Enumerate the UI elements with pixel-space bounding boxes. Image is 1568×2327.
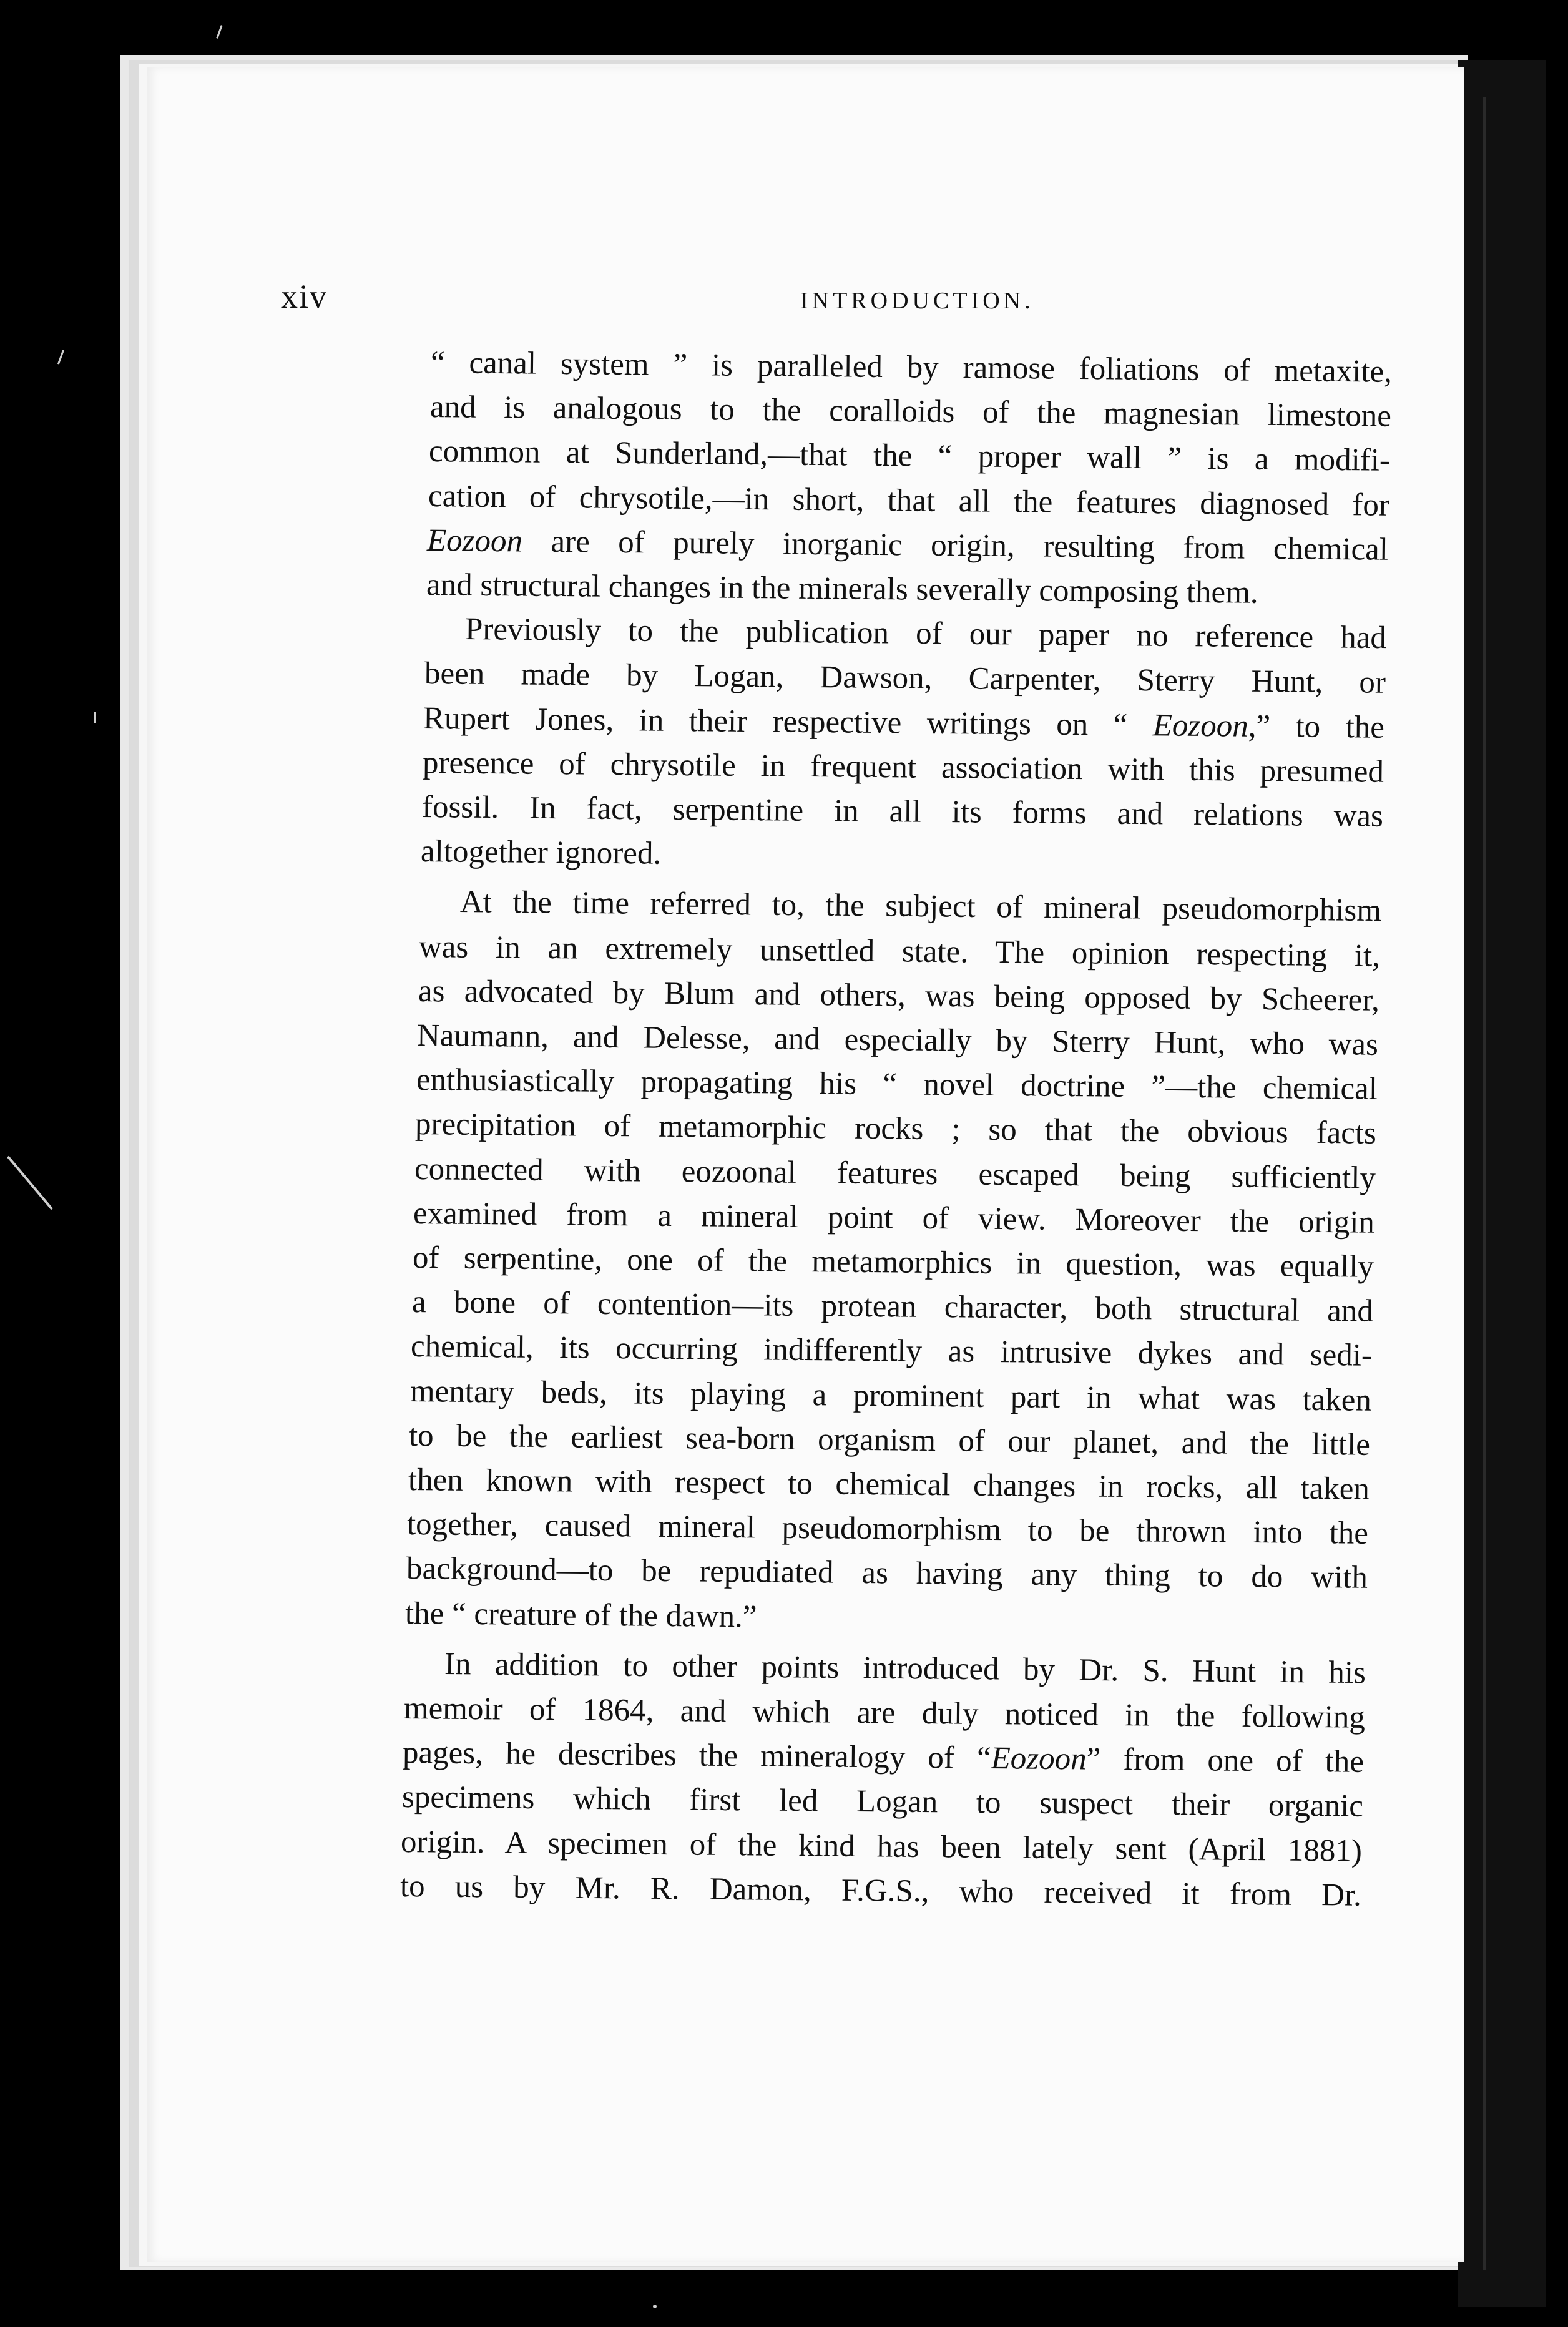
page-number: xiv xyxy=(281,278,328,315)
page-header xyxy=(281,277,1386,327)
text-line: and is analogous to the coralloids of the magnesian limestone xyxy=(429,389,1391,434)
text-line: Eozoon are of purely inorganic origin, resulting from chemical xyxy=(426,522,1389,567)
text-line: mentary beds, its playing a prominent part in what was taken xyxy=(409,1373,1371,1418)
stray-mark xyxy=(57,350,64,365)
text-line: memoir of 1864, and which are duly noticed in the following xyxy=(403,1691,1365,1735)
stray-mark xyxy=(94,712,96,723)
stray-mark xyxy=(7,1156,53,1210)
text-line: to us by Mr. R. Damon, F.G.S., who received it from Dr. xyxy=(399,1868,1361,1913)
text-line: common at Sunderland,—that the “ proper wall ” is a modifi- xyxy=(428,434,1391,479)
text-line: of serpentine, one of the metamorphics in question, was equally xyxy=(412,1240,1374,1285)
text-line: examined from a mineral point of view. Moreover the origin xyxy=(413,1195,1375,1240)
text-line: the “ creature of the dawn.” xyxy=(405,1595,758,1635)
text-line: In addition to other points introduced by Dr. S. Hunt in his xyxy=(444,1646,1366,1690)
text-line: fossil. In fact, serpentine in all its forms and relations was xyxy=(421,790,1383,834)
text-line: a bone of contention—its protean character, both structural and xyxy=(411,1285,1373,1329)
text-line: precipitation of metamorphic rocks ; so that the obvious facts xyxy=(415,1107,1377,1152)
text-line: chemical, its occurring indifferently as intrusive dykes and sedi- xyxy=(410,1329,1373,1374)
running-title: INTRODUCTION. xyxy=(800,288,1034,314)
text-line: Previously to the publication of our paper no reference had xyxy=(465,612,1387,656)
text-line: altogether ignored. xyxy=(420,834,662,871)
text-line: as advocated by Blum and others, was being opposed by Scheerer, xyxy=(418,973,1379,1018)
text-line: was in an extremely unsettled state. The opinion respecting it, xyxy=(418,929,1381,974)
text-line: “ canal system ” is paralleled by ramose foliations of metaxite, xyxy=(430,345,1393,389)
text-line: Rupert Jones, in their respective writings on “ Eozoon,” to the xyxy=(423,700,1385,745)
text-line: connected with eozoonal features escaped being sufficiently xyxy=(414,1151,1376,1196)
text-line: background—to be repudiated as having any thing to do with xyxy=(406,1551,1368,1596)
text-line: to be the earliest sea-born organism of our planet, and the little xyxy=(408,1418,1371,1462)
text-line: At the time referred to, the subject of mineral pseudomorphism xyxy=(459,884,1381,929)
text-line: presence of chrysotile in frequent association with this presumed xyxy=(422,745,1384,790)
text-line: then known with respect to chemical changes in rocks, all taken xyxy=(408,1462,1370,1507)
text-line: cation of chrysotile,—in short, that all the features diagnosed for xyxy=(428,478,1389,523)
text-line: enthusiastically propagating his “ novel doctrine ”—the chemical xyxy=(416,1062,1378,1107)
text-line: and structural changes in the minerals severally composing them. xyxy=(426,567,1258,610)
stray-mark xyxy=(216,25,222,39)
adjacent-page-edge xyxy=(1458,60,1546,2307)
text-line: Naumann, and Delesse, and especially by Sterry Hunt, who was xyxy=(416,1018,1379,1062)
text-line: specimens which first led Logan to suspect their organic xyxy=(401,1780,1363,1825)
text-line: pages, he describes the mineralogy of “Eozoon” from one of the xyxy=(402,1735,1365,1780)
page-edge-line xyxy=(1483,97,1486,2270)
text-line: together, caused mineral pseudomorphism to be thrown into the xyxy=(407,1507,1369,1551)
stray-mark xyxy=(653,2305,657,2308)
text-line: been made by Logan, Dawson, Carpenter, Sterry Hunt, or xyxy=(424,656,1386,701)
text-line: origin. A specimen of the kind has been lately sent (April 1881) xyxy=(400,1824,1363,1869)
